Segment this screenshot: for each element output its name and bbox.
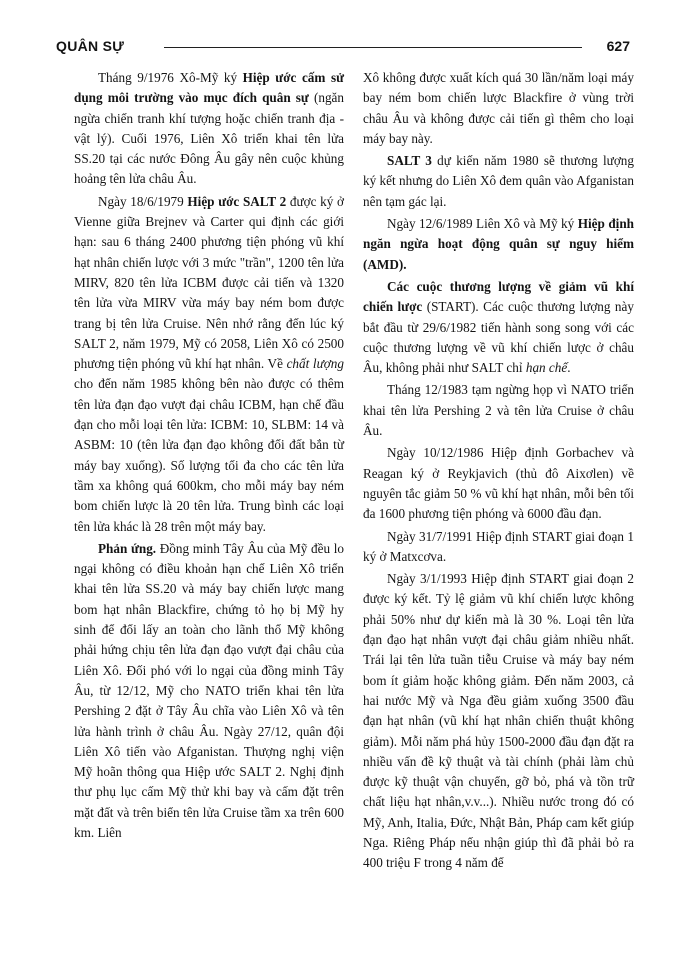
paragraph-1983 — [363, 380, 634, 441]
subheading: Phản ứng. — [98, 540, 157, 556]
left-column — [74, 68, 344, 843]
paragraph-reaction — [74, 539, 344, 843]
text-run: . — [567, 360, 571, 376]
paragraph-1986 — [363, 443, 634, 524]
treaty-name: Hiệp định ngăn ngừa hoạt động quân sự nguy hiểm (AMD). — [363, 216, 634, 272]
page-header — [56, 36, 630, 62]
text-run: Tháng 12/1983 tạm ngừng họp vì NATO triển khai tên lửa Pershing 2 và tên lửa Cruise ở châu Âu. — [363, 382, 634, 439]
text-run: được ký ở Vienne giữa Brejnev và Carter qui định các giới hạn: sau 6 tháng 2400 phương tiện phóng vũ khí hạt nhân chiến lược với 3 mức "trần", 1200 tên lửa MIRV, 820 tên lửa ICBM được cải tiến và 1320 tên lửa vừa MIRV vừa máy bay ném bom được trang bị tên lửa Cruise. Nên nhớ rằng đến lúc ký SALT 2, năm 1979, Mỹ có 2058, Liên Xô có 2500 phương tiện phóng vũ khí hạt nhân. Về — [74, 193, 344, 372]
text-run: Ngày 3/1/1993 Hiệp định START giai đoạn 2 được ký kết. Tỷ lệ giảm vũ khí chiến lược không phải 50% như dự kiến mà là 30 %. Loại tên lửa đạn đạo hạt nhân vượt đại châu giảm nhiều nhất. Trái lại tên lửa tuần tiễu Cruise và máy bay ném bom ít giảm hoặc không giảm. Đến năm 2003, cả hai nước Mỹ và Nga đều giảm xuống 3500 đầu đạn hạt nhân (vũ khí hạt nhân chiến thuật không giảm). Mỗi năm phá hủy 1500-2000 đầu đạn đặt ra nhiều vấn đề kỹ thuật và tài chính (phải làm chủ được kỹ thuật vận chuyển, gỡ bỏ, phá và tồn trữ chất liệu hạt nhân,v.v...). Nhiều nước trong đó có Mỹ, Anh, Italia, Đức, Nhật Bản, Pháp cam kết giúp Nga. Riêng Pháp nếu nhận giúp thì đã phải bỏ ra 400 triệu F trong 4 năm để — [363, 571, 634, 871]
paragraph-salt3 — [363, 151, 634, 212]
text-run: dự kiến năm 1980 sẽ thương lượng ký kết nhưng do Liên Xô đem quân vào Afganistan nên tạm gác lại. — [363, 153, 634, 209]
page-number: 627 — [606, 38, 630, 54]
paragraph-salt2 — [74, 192, 344, 537]
paragraph-1993 — [363, 569, 634, 873]
header-rule — [164, 47, 582, 48]
text-run: (START). Các cuộc thương lượng này bắt đầu từ 29/6/1982 tiến hành song song với các cuộc thương lượng về vũ khí chiến lược ở châu Âu, không phải như SALT chỉ — [363, 299, 634, 376]
treaty-name: Hiệp ước cấm sử dụng môi trường vào mục đích quân sự — [74, 70, 344, 106]
text-run: Xô không được xuất kích quá 30 lần/năm loại máy bay ném bom chiến lược Blackfire ở vùng trời châu Âu và không được cải tiến gì thêm cho loại máy bay này. — [363, 70, 634, 146]
paragraph-amd — [363, 214, 634, 275]
text-run: Ngày 10/12/1986 Hiệp định Gorbachev và Reagan ký ở Reykjavich (thủ đô Aixơlen) về nguyên tắc giảm 50 % vũ khí hạt nhân, mỗi bên tối đa 1600 phương tiện phóng và 6000 đầu đạn. — [363, 445, 634, 522]
paragraph-continuation — [363, 68, 634, 149]
treaty-name: Hiệp ước SALT 2 — [187, 193, 287, 209]
text-run: (ngăn ngừa chiến tranh khí tượng hoặc chiến tranh địa -vật lý). Cuối 1976, Liên Xô triển khai tên lửa SS.20 tại các nước Đông Âu gây nên cuộc khủng hoảng tên lửa châu Âu. — [74, 90, 345, 187]
italic-term: chất lượng — [286, 356, 344, 372]
text-run: Đồng minh Tây Âu của Mỹ đều lo ngại không có điều khoản hạn chế Liên Xô triển khai tên lửa SS.20 và máy bay chiến lược mang bom hạt nhân Blackfire, chứng tỏ họ bị Mỹ hy sinh để đổi lấy an toàn cho lãnh thổ Mỹ không phải hứng chịu tên lửa đạn đạo vượt đại châu của Liên Xô. Đối phó với lo ngại của đồng minh Tây Âu, từ 12/12, Mỹ cho NATO triển khai tên lửa Pershing 2 đặt ở Tây Âu chĩa vào Liên Xô và tên lửa hành trình ở châu Âu. Ngày 27/12, quân đội Liên Xô tiến vào Afganistan. Thượng nghị viện Mỹ hoãn thông qua Hiệp ước SALT 2. Nghị định thư phụ lục cấm Mỹ thử khi bay và cấm đặt trên mặt đất và trên biển tên lửa Cruise tầm xa trên 600 km. Liên — [74, 540, 344, 840]
text-run: Ngày 31/7/1991 Hiệp định START giai đoạn 1 ký ở Matxcơva. — [363, 528, 634, 564]
italic-term: hạn chế — [525, 360, 568, 376]
section-title: QUÂN SỰ — [56, 38, 125, 54]
right-column — [363, 68, 634, 874]
text-run: Ngày 12/6/1989 Liên Xô và Mỹ ký — [387, 216, 578, 232]
paragraph-1991 — [363, 527, 634, 568]
paragraph-start-talks — [363, 277, 634, 378]
text-run: cho đến năm 1985 không bên nào được có thêm tên lửa đạn đạo vượt đại châu ICBM, hạn chế đầu đạn cho mỗi loại tên lửa: ICBM: 10, SLBM: 14 và ASBM: 10 (tên lửa đạn đạo không đối đất bắn từ máy bay xuống). Số lượng tối đa cho các tên lửa tầm xa không quá 600km, cho mỗi máy bay ném bom chiến lược là 20 tên lửa. Trung bình các loại tên lửa khác là 28 trên một máy bay. — [74, 376, 344, 534]
text-run: Ngày 18/6/1979 — [98, 193, 188, 209]
text-run: Tháng 9/1976 Xô-Mỹ ký — [98, 70, 243, 85]
treaty-name: SALT 3 — [387, 153, 432, 169]
subheading: Các cuộc thương lượng về giảm vũ khí chiến lược — [363, 278, 634, 315]
paragraph-1976-env-treaty — [74, 68, 344, 190]
